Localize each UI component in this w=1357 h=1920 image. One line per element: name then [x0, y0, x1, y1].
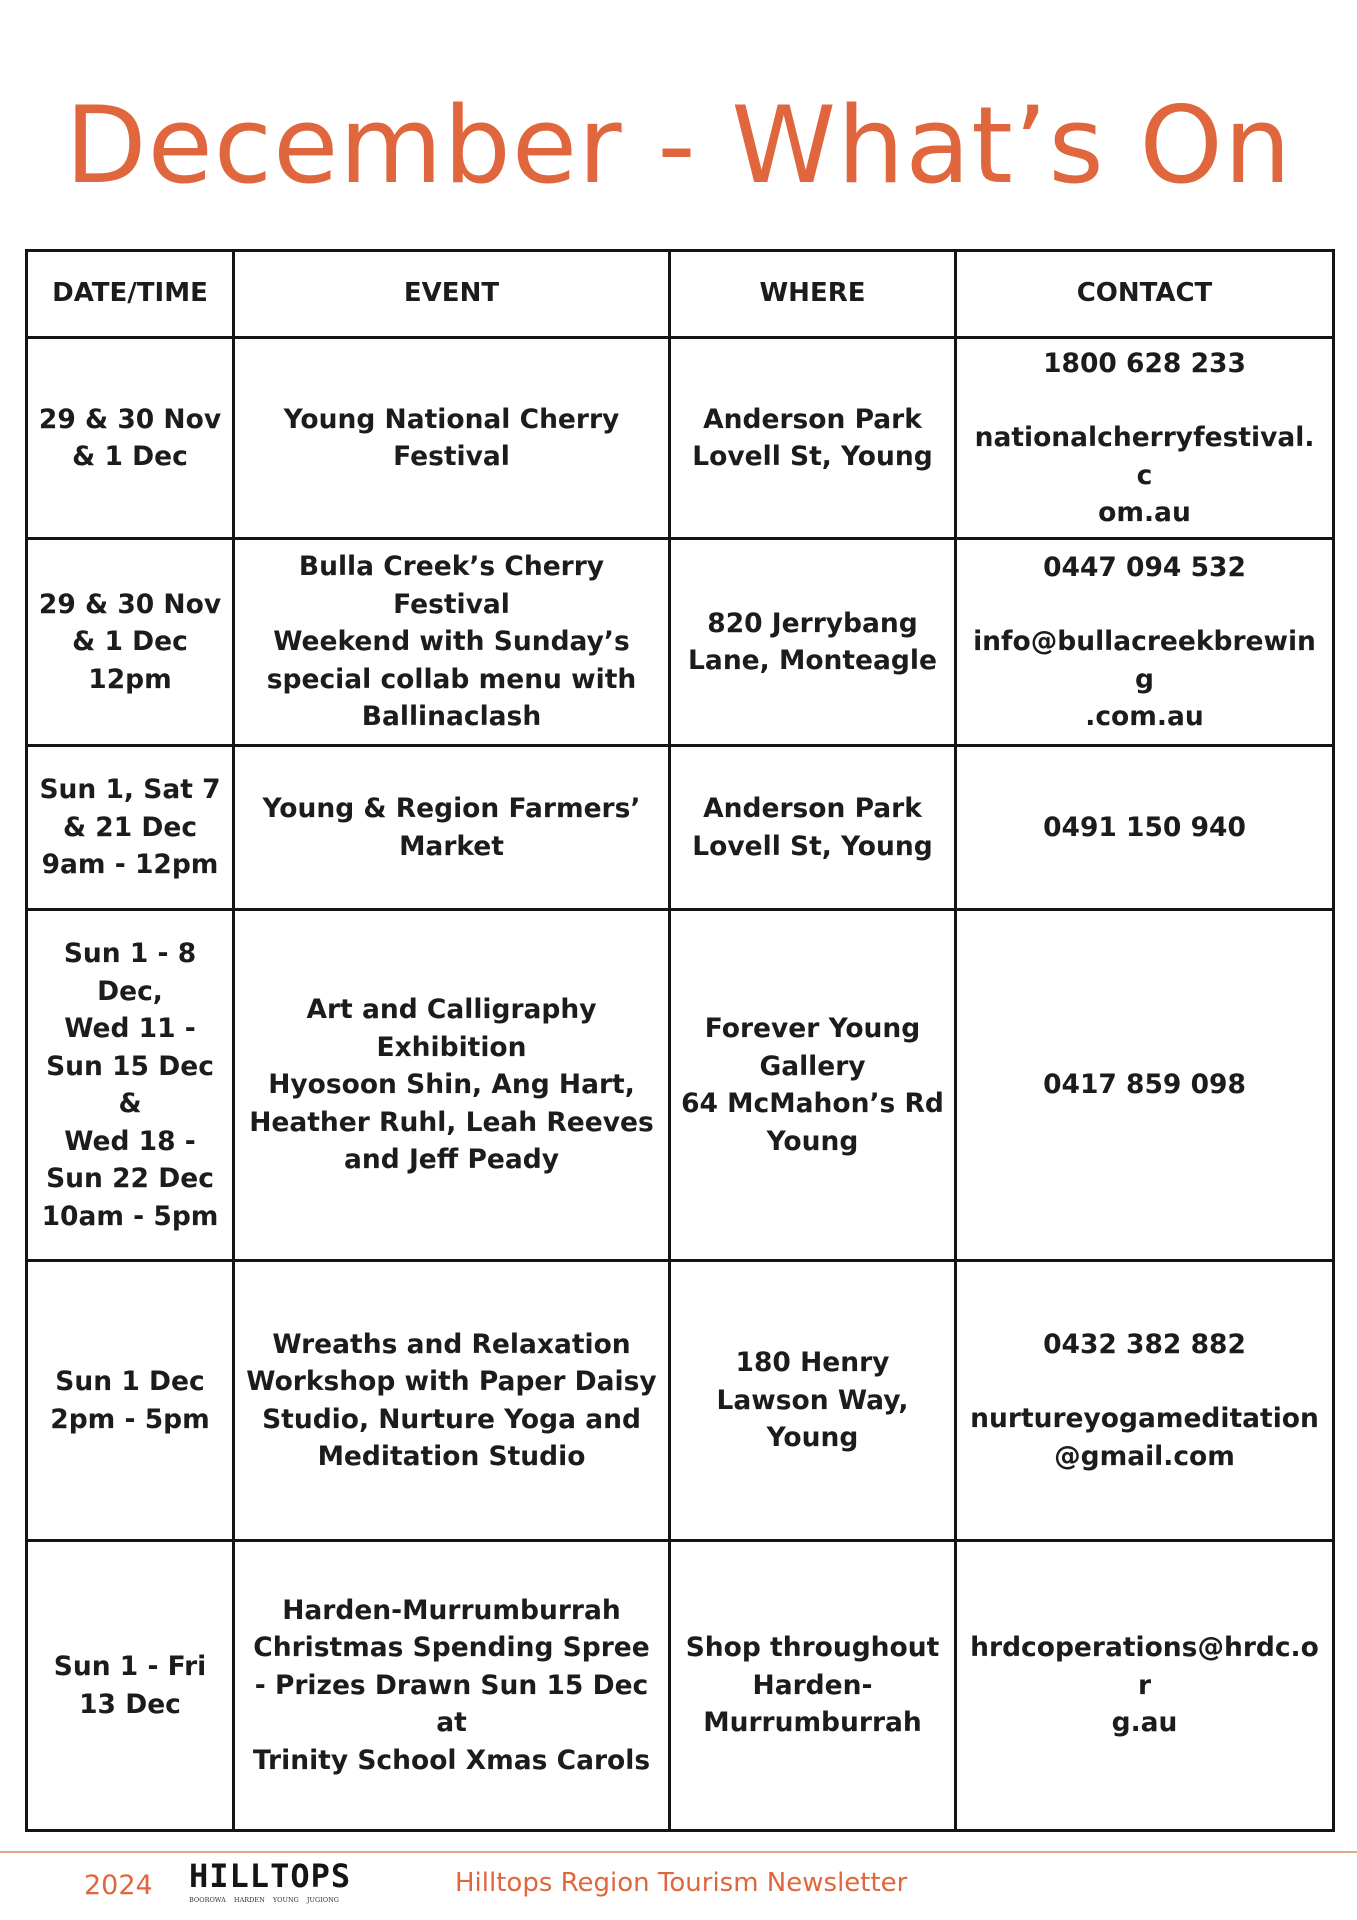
event-line: Bulla Creek’s Cherry Festival	[298, 551, 605, 620]
table-row	[27, 746, 1334, 910]
contact-line: 0447 094 532	[1043, 551, 1246, 583]
event-line: Hyosoon Shin, Ang Hart,	[268, 1069, 635, 1101]
where-line: Lovell St, Young	[692, 441, 933, 472]
contact-line: 0491 150 940	[1043, 811, 1246, 843]
contact-line: nurtureyogameditation	[970, 1403, 1319, 1435]
event-line: Studio, Nurture Yoga and	[262, 1403, 641, 1435]
date-line: Sun 15 Dec	[46, 1050, 214, 1082]
event-line: Weekend with Sunday’s	[273, 626, 630, 658]
contact-cell	[956, 539, 1334, 746]
where-line: 820 Jerrybang	[707, 607, 918, 639]
event-cell	[234, 338, 670, 539]
event-line: special collab menu with	[266, 663, 637, 695]
where-line: Murrumburrah	[703, 1707, 922, 1739]
event-line: Art and Calligraphy	[306, 994, 597, 1026]
event-line: Young National Cherry	[283, 403, 620, 435]
where-cell	[670, 338, 956, 539]
where-cell	[670, 539, 956, 746]
where-line: 64 McMahon’s Rd	[681, 1088, 944, 1119]
date-line: Wed 18 -	[64, 1125, 196, 1157]
events-table	[25, 249, 1335, 1832]
line-gap	[967, 586, 1322, 623]
event-line: Christmas Spending Spree	[253, 1632, 650, 1664]
where-line: Lawson Way,	[716, 1384, 909, 1416]
event-cell	[234, 1261, 670, 1541]
footer-tagline: Hilltops Region Tourism Newsletter	[455, 1868, 908, 1898]
date-line: Sun 1 - 8	[63, 938, 197, 969]
contact-line: @gmail.com	[1054, 1440, 1235, 1472]
footer-year: 2024	[84, 1870, 153, 1901]
date-line: 9am - 12pm	[41, 849, 219, 881]
date-line: Dec,	[97, 975, 163, 1007]
header-where: WHERE	[670, 251, 956, 338]
event-line: Market	[399, 830, 504, 862]
contact-line: info@bullacreekbrewing	[973, 626, 1316, 695]
table-header-row	[27, 251, 1334, 338]
contact-line: nationalcherryfestival.c	[974, 422, 1315, 491]
where-cell	[670, 1261, 956, 1541]
where-line: Young	[766, 1125, 859, 1157]
contact-line: om.au	[1098, 497, 1191, 528]
footer-divider	[0, 1851, 1357, 1853]
date-line: 29 & 30 Nov	[38, 588, 222, 620]
event-cell	[234, 539, 670, 746]
event-line: Meditation Studio	[317, 1441, 586, 1472]
contact-line: hrdcoperations@hrdc.or	[970, 1632, 1319, 1701]
date-line: Sun 1, Sat 7	[39, 774, 221, 806]
date-line: 12pm	[88, 663, 172, 695]
header-date-time: DATE/TIME	[27, 251, 234, 338]
date-line: 29 & 30 Nov	[38, 403, 222, 435]
date-time-cell	[27, 1541, 234, 1831]
date-line: & 1 Dec	[72, 441, 188, 472]
table-row	[27, 338, 1334, 539]
contact-cell	[956, 1541, 1334, 1831]
date-time-cell	[27, 910, 234, 1261]
date-time-cell	[27, 338, 234, 539]
event-line: Heather Ruhl, Leah Reeves	[249, 1106, 654, 1138]
where-line: Lane, Monteagle	[688, 645, 937, 676]
table-row	[27, 910, 1334, 1261]
page-title: December - What’s On	[64, 84, 1293, 207]
date-line: 2pm - 5pm	[50, 1403, 210, 1435]
event-line: Exhibition	[376, 1031, 527, 1063]
contact-cell	[956, 338, 1334, 539]
date-time-cell	[27, 746, 234, 910]
event-cell	[234, 910, 670, 1261]
event-line: Festival	[393, 441, 510, 472]
event-cell	[234, 1541, 670, 1831]
contact-line: .com.au	[1085, 701, 1204, 732]
event-line: Harden-Murrumburrah	[282, 1594, 621, 1626]
contact-cell	[956, 1261, 1334, 1541]
where-line: Forever Young	[704, 1013, 921, 1044]
logo-wordmark: HILLTOPS	[189, 1857, 352, 1895]
where-line: Shop throughout	[685, 1632, 940, 1664]
date-line: & 21 Dec	[62, 811, 198, 843]
event-line: and Jeff Peady	[344, 1144, 559, 1176]
contact-line: g.au	[1111, 1707, 1178, 1739]
table-row	[27, 539, 1334, 746]
where-line: 180 Henry	[735, 1347, 890, 1379]
date-line: 13 Dec	[79, 1688, 181, 1720]
event-line: Wreaths and Relaxation	[272, 1328, 631, 1360]
contact-line: 1800 628 233	[1043, 347, 1246, 379]
event-cell	[234, 746, 670, 910]
where-line: Harden-	[752, 1669, 873, 1701]
event-line: Trinity School Xmas Carols	[252, 1744, 651, 1776]
line-gap	[967, 382, 1322, 419]
where-line: Lovell St, Young	[692, 830, 933, 862]
header-event: EVENT	[234, 251, 670, 338]
line-gap	[967, 1363, 1322, 1400]
event-line: - Prizes Drawn Sun 15 Dec at	[254, 1669, 649, 1739]
header-contact: CONTACT	[956, 251, 1334, 338]
date-line: Sun 22 Dec	[46, 1163, 214, 1194]
where-line: Anderson Park	[703, 403, 922, 435]
date-line: Sun 1 Dec	[55, 1366, 205, 1397]
date-line: &	[118, 1088, 142, 1119]
date-time-cell	[27, 1261, 234, 1541]
date-line: Sun 1 - Fri	[53, 1651, 207, 1682]
where-cell	[670, 1541, 956, 1831]
date-line: Wed 11 -	[64, 1013, 196, 1044]
where-cell	[670, 746, 956, 910]
table-row	[27, 1541, 1334, 1831]
event-line: Ballinaclash	[361, 701, 542, 733]
date-line: 10am - 5pm	[41, 1200, 219, 1232]
where-line: Young	[766, 1422, 859, 1454]
contact-line: 0432 382 882	[1043, 1328, 1246, 1360]
date-time-cell	[27, 539, 234, 746]
event-line: Workshop with Paper Daisy	[246, 1366, 657, 1397]
where-line: Anderson Park	[703, 793, 922, 824]
hilltops-logo	[189, 1857, 352, 1904]
event-line: Young & Region Farmers’	[262, 793, 641, 824]
contact-cell	[956, 746, 1334, 910]
where-cell	[670, 910, 956, 1261]
logo-towns: BOOROWA HARDEN YOUNG JUGIONG	[189, 1896, 339, 1904]
contact-cell	[956, 910, 1334, 1261]
where-line: Gallery	[759, 1050, 866, 1082]
date-line: & 1 Dec	[72, 626, 188, 658]
contact-line: 0417 859 098	[1043, 1069, 1246, 1101]
table-row	[27, 1261, 1334, 1541]
